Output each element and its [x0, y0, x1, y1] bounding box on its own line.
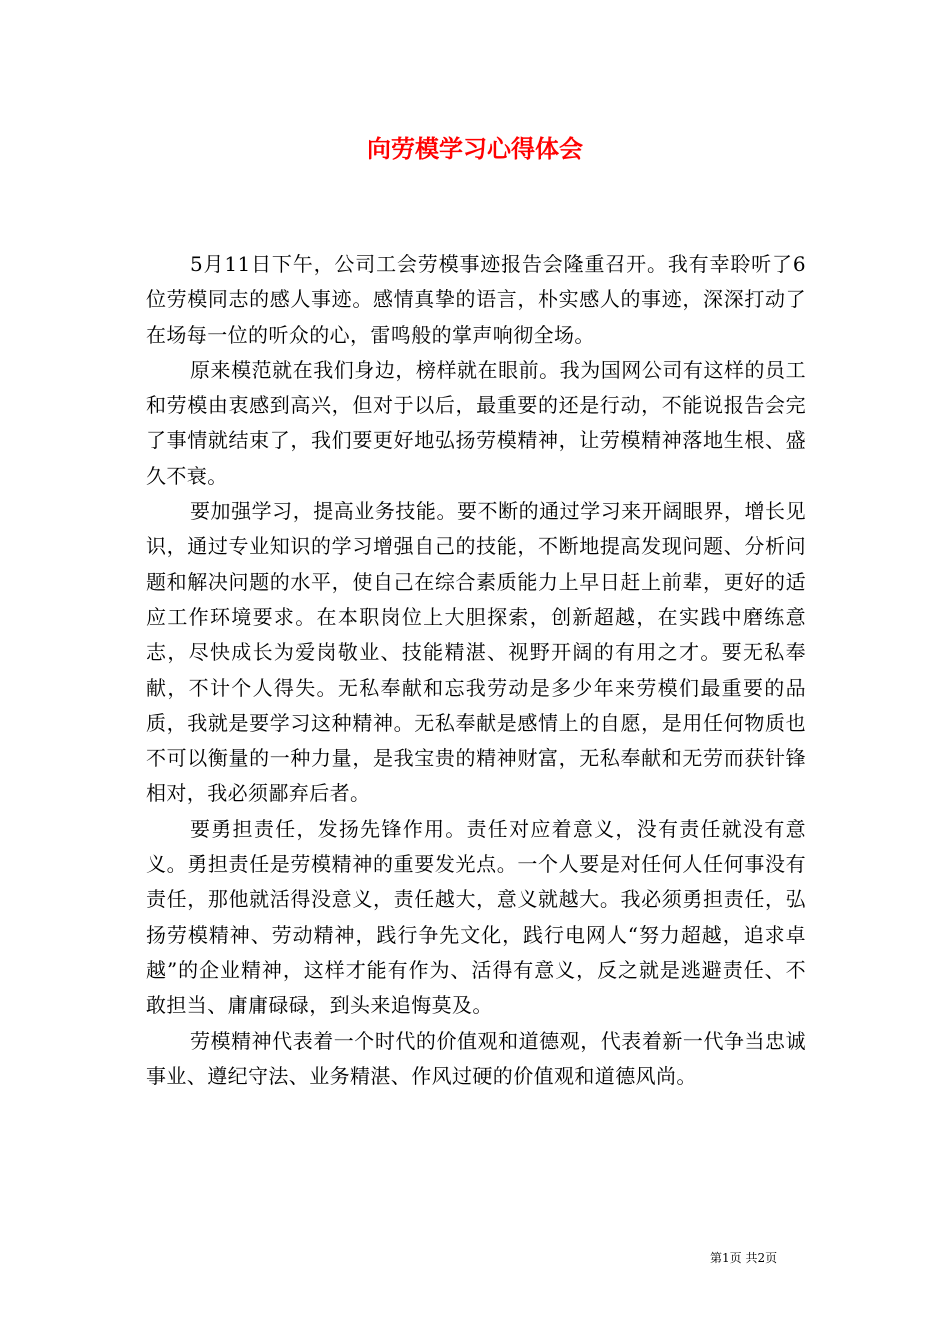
paragraph-3: 要加强学习，提高业务技能。要不断的通过学习来开阔眼界，增长见识，通过专业知识的学习增强自己的技能，不断地提高发现问题、分析问题和解决问题的水平，使自己在综合素质能力上早日赶上前辈，更好的适应工作环境要求。在本职岗位上大胆探索，创新超越，在实践中磨练意志，尽快成长为爱岗敬业、技能精湛、视野开阔的有用之才。要无私奉献，不计个人得失。无私奉献和忘我劳动是多少年来劳模们最重要的品质，我就是要学习这种精神。无私奉献是感情上的自愿，是用任何物质也不可以衡量的一种力量，是我宝贵的精神财富，无私奉献和无劳而获针锋相对，我必须鄙弃后者。 [146, 499, 806, 806]
document-title: 向劳模学习心得体会 [367, 134, 583, 163]
paragraph-1: 5月11日下午，公司工会劳模事迹报告会隆重召开。我有幸聆听了6位劳模同志的感人事迹。感情真挚的语言，朴实感人的事迹，深深打动了在场每一位的听众的心，雷鸣般的掌声响彻全场。 [146, 252, 806, 347]
paragraph-4: 要勇担责任，发扬先锋作用。责任对应着意义，没有责任就没有意义。勇担责任是劳模精神的重要发光点。一个人要是对任何人任何事没有责任，那他就活得没意义，责任越大，意义就越大。我必须勇担责任，弘扬劳模精神、劳动精神，践行争先文化，践行电网人“努力超越，追求卓越”的企业精神，这样才能有作为、活得有意义，反之就是逃避责任、不敢担当、庸庸碌碌，到头来追悔莫及。 [146, 816, 806, 1018]
page-number-footer: 第1页 共2页 [710, 1251, 778, 1265]
paragraph-2: 原来模范就在我们身边，榜样就在眼前。我为国网公司有这样的员工和劳模由衷感到高兴，但对于以后，最重要的还是行动，不能说报告会完了事情就结束了，我们要更好地弘扬劳模精神，让劳模精神落地生根、盛久不衰。 [146, 357, 806, 488]
document-body [146, 247, 806, 1094]
paragraph-5: 劳模精神代表着一个时代的价值观和道德观，代表着新一代争当忠诚事业、遵纪守法、业务精湛、作风过硬的价值观和道德风尚。 [146, 1028, 806, 1088]
